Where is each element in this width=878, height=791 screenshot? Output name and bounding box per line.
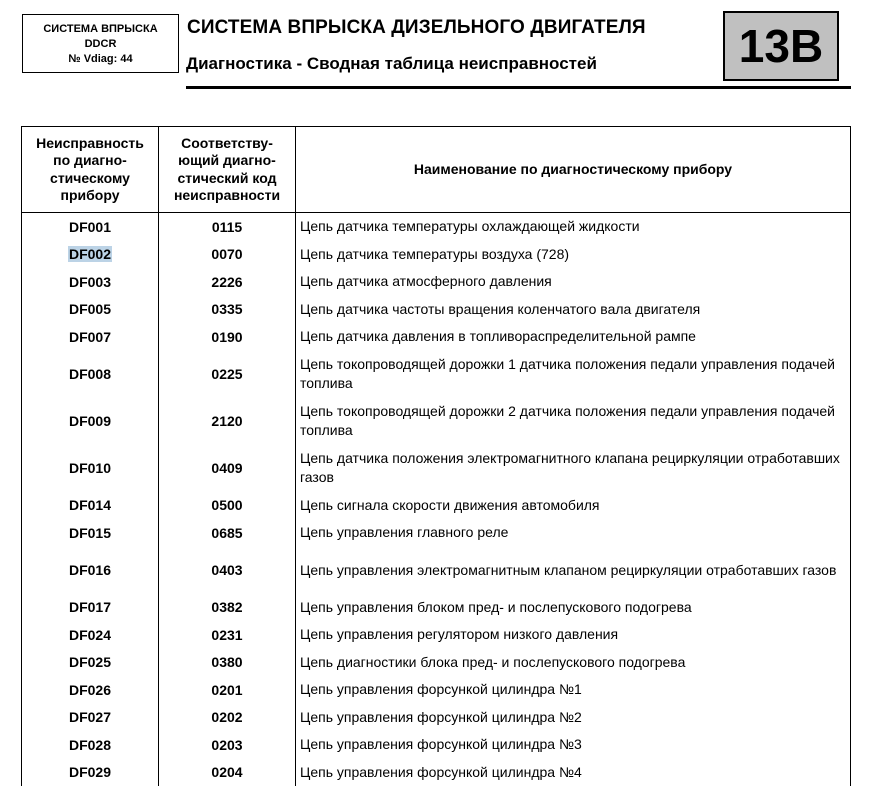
fault-code: DF009 (22, 398, 159, 445)
table-row (22, 241, 851, 269)
fault-code: DF017 (22, 594, 159, 622)
diagnostic-code: 0380 (159, 649, 296, 677)
fault-code: DF025 (22, 649, 159, 677)
table-row (22, 704, 851, 732)
table-row (22, 323, 851, 351)
fault-code: DF024 (22, 621, 159, 649)
fault-description: Цепь управления электромагнитным клапаном рециркуляции отработавших газов (296, 547, 851, 594)
table-row (22, 759, 851, 787)
table-row (22, 213, 851, 241)
fault-code: DF007 (22, 323, 159, 351)
fault-description: Цепь датчика давления в топливораспределительной рампе (296, 323, 851, 351)
diagnostic-code: 0115 (159, 213, 296, 241)
diagnostic-code: 0382 (159, 594, 296, 622)
diagnostic-code: 0201 (159, 676, 296, 704)
fault-code: DF016 (22, 547, 159, 594)
fault-code: DF003 (22, 268, 159, 296)
fault-code: DF026 (22, 676, 159, 704)
fault-description: Цепь датчика положения электромагнитного клапана рециркуляции отработавших газов (296, 445, 851, 492)
header-fault-code: Неисправность по диагно- стическому прибору (22, 127, 159, 213)
diagnostic-code: 0070 (159, 241, 296, 269)
diagnostic-code: 2226 (159, 268, 296, 296)
fault-description: Цепь сигнала скорости движения автомобиля (296, 492, 851, 520)
table-row (22, 519, 851, 547)
header-description: Наименование по диагностическому прибору (296, 127, 851, 213)
table-header-row (22, 127, 851, 213)
fault-description: Цепь датчика температуры охлаждающей жидкости (296, 213, 851, 241)
diagnostic-code: 0409 (159, 445, 296, 492)
diagnostic-code: 0190 (159, 323, 296, 351)
diagnostic-code: 0204 (159, 759, 296, 787)
ref-system-name: СИСТЕМА ВПРЫСКА (43, 23, 158, 35)
fault-code: DF014 (22, 492, 159, 520)
fault-code: DF028 (22, 731, 159, 759)
diagnostic-code: 0231 (159, 621, 296, 649)
fault-description: Цепь диагностики блока пред- и послепускового подогрева (296, 649, 851, 677)
fault-code: DF008 (22, 351, 159, 398)
diagnostic-code: 0335 (159, 296, 296, 324)
table-row (22, 731, 851, 759)
fault-description: Цепь управления форсункой цилиндра №3 (296, 731, 851, 759)
diagnostic-code: 0403 (159, 547, 296, 594)
fault-code: DF010 (22, 445, 159, 492)
ref-system-code: DDCR (84, 38, 117, 50)
fault-code: DF001 (22, 213, 159, 241)
diagnostic-code: 0685 (159, 519, 296, 547)
fault-description: Цепь датчика частоты вращения коленчатого вала двигателя (296, 296, 851, 324)
fault-code-cell (22, 241, 159, 269)
fault-code: DF005 (22, 296, 159, 324)
table-row (22, 296, 851, 324)
fault-code: DF015 (22, 519, 159, 547)
table-row (22, 351, 851, 398)
diagnostic-code: 0203 (159, 731, 296, 759)
fault-description: Цепь управления форсункой цилиндра №4 (296, 759, 851, 787)
diagnostic-code: 0225 (159, 351, 296, 398)
fault-description: Цепь токопроводящей дорожки 2 датчика положения педали управления подачей топлива (296, 398, 851, 445)
table-row (22, 547, 851, 594)
page-title: СИСТЕМА ВПРЫСКА ДИЗЕЛЬНОГО ДВИГАТЕЛЯ (187, 17, 646, 38)
diagnostic-code: 0202 (159, 704, 296, 732)
header-diagnostic-code: Соответству- ющий диагно- стический код неисправности (159, 127, 296, 213)
fault-code-highlighted[interactable]: DF002 (68, 246, 112, 263)
fault-code: DF027 (22, 704, 159, 732)
diagnostic-code: 0500 (159, 492, 296, 520)
fault-description: Цепь токопроводящей дорожки 1 датчика положения педали управления подачей топлива (296, 351, 851, 398)
table-row (22, 445, 851, 492)
system-reference-box (22, 14, 179, 73)
fault-description: Цепь управления регулятором низкого давления (296, 621, 851, 649)
fault-description: Цепь управления форсункой цилиндра №2 (296, 704, 851, 732)
fault-description: Цепь датчика атмосферного давления (296, 268, 851, 296)
table-row (22, 621, 851, 649)
table-row (22, 268, 851, 296)
chapter-badge: 13B (723, 11, 839, 81)
table-row (22, 594, 851, 622)
fault-description: Цепь датчика температуры воздуха (728) (296, 241, 851, 269)
page-subtitle: Диагностика - Сводная таблица неисправностей (186, 54, 597, 73)
diagnostic-code: 2120 (159, 398, 296, 445)
fault-code: DF029 (22, 759, 159, 787)
table-row (22, 398, 851, 445)
fault-description: Цепь управления форсункой цилиндра №1 (296, 676, 851, 704)
table-row (22, 676, 851, 704)
table-row (22, 492, 851, 520)
fault-description: Цепь управления главного реле (296, 519, 851, 547)
ref-vdiag: № Vdiag: 44 (68, 53, 133, 65)
fault-summary-table (21, 126, 851, 786)
header-divider (186, 86, 851, 89)
fault-description: Цепь управления блоком пред- и послепускового подогрева (296, 594, 851, 622)
table-row (22, 649, 851, 677)
